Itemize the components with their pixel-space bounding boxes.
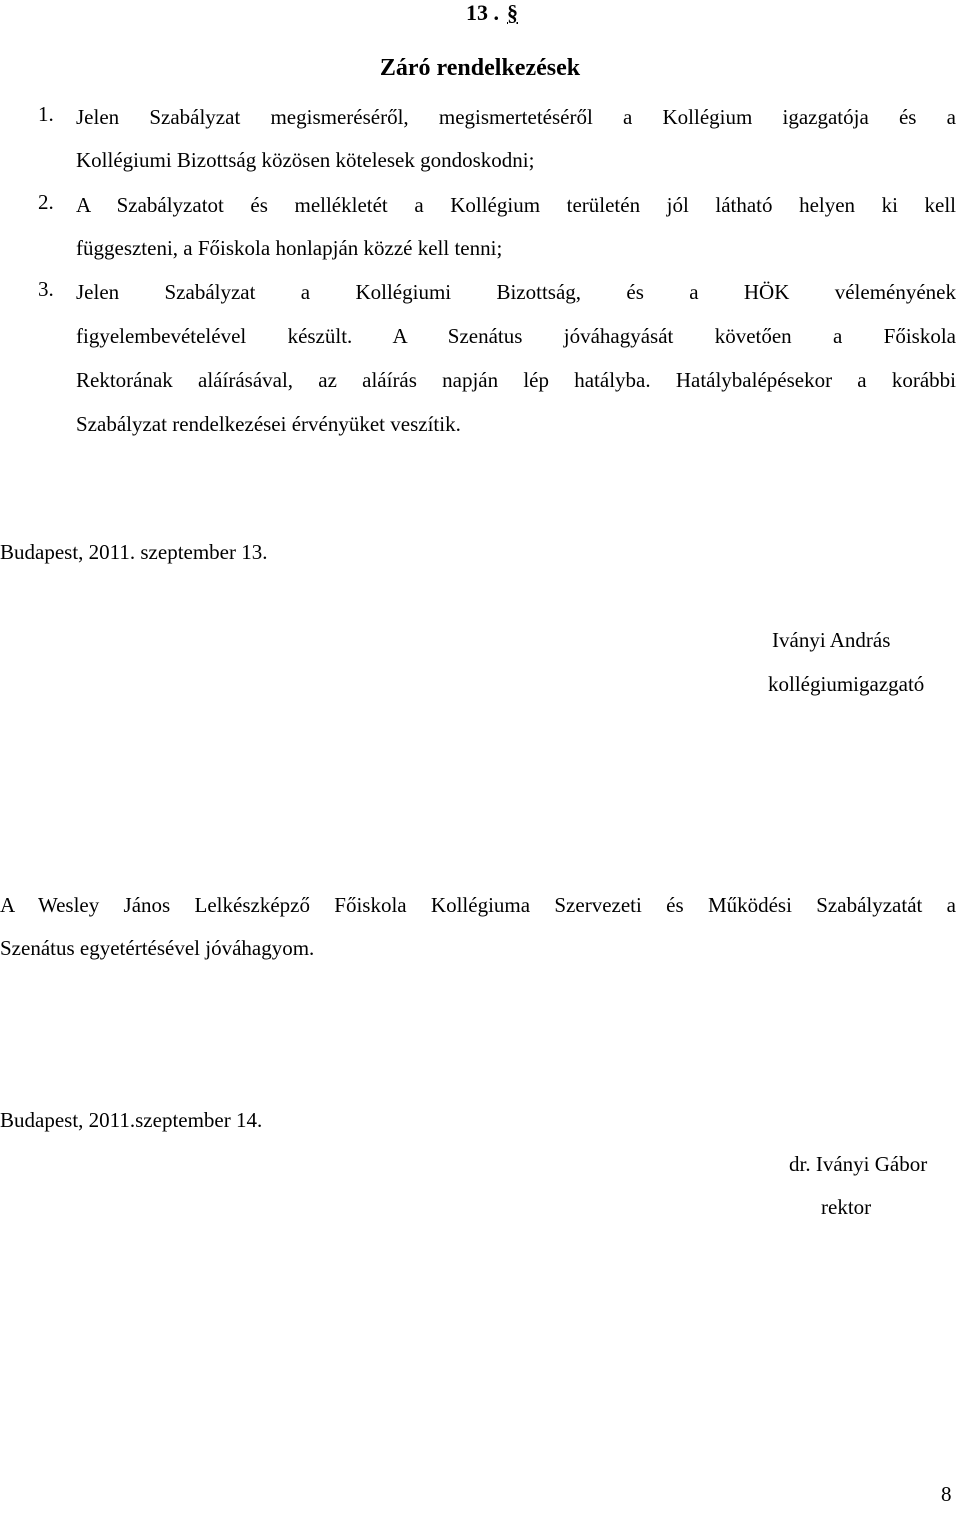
date-second: Budapest, 2011.szeptember 14. [0,1108,263,1132]
section-number-text: 13 . [466,0,499,25]
signer-title-first: kollégiumigazgató [768,672,925,696]
item-line: függeszteni, a Főiskola honlapján közzé kell tenni; [76,236,503,260]
signer-title-second: rektor [821,1195,872,1219]
page-number: 8 [941,1482,952,1506]
item-number: 3. [38,277,54,301]
item-line: Jelen Szabályzat megismeréséről, megismertetéséről a Kollégium igazgatója és a [76,105,956,129]
item-line: Szabályzat rendelkezései érvényüket veszítik. [76,412,461,436]
section-symbol: § [507,0,518,25]
approval-line: Szenátus egyetértésével jóváhagyom. [0,936,315,960]
item-line: Jelen Szabályzat a Kollégiumi Bizottság, és a HÖK véleményének [76,280,956,304]
date-first: Budapest, 2011. szeptember 13. [0,540,268,564]
item-line: figyelembevételével készült. A Szenátus jóváhagyását követően a Főiskola [76,324,956,348]
approval-line: A Wesley János Lelkészképző Főiskola Kollégiuma Szervezeti és Működési Szabályzatát a [0,893,956,917]
item-number: 1. [38,102,54,126]
item-line: Rektorának aláírásával, az aláírás napján lép hatályba. Hatálybalépésekor a korábbi [76,368,956,392]
signer-name-first: Iványi András [772,628,891,652]
item-number: 2. [38,190,54,214]
signer-name-second: dr. Iványi Gábor [789,1152,928,1176]
item-line: Kollégiumi Bizottság közösen kötelesek gondoskodni; [76,148,535,172]
section-number [466,0,518,26]
section-heading: Záró rendelkezések [379,55,581,81]
item-line: A Szabályzatot és mellékletét a Kollégium területén jól látható helyen ki kell [76,193,956,217]
